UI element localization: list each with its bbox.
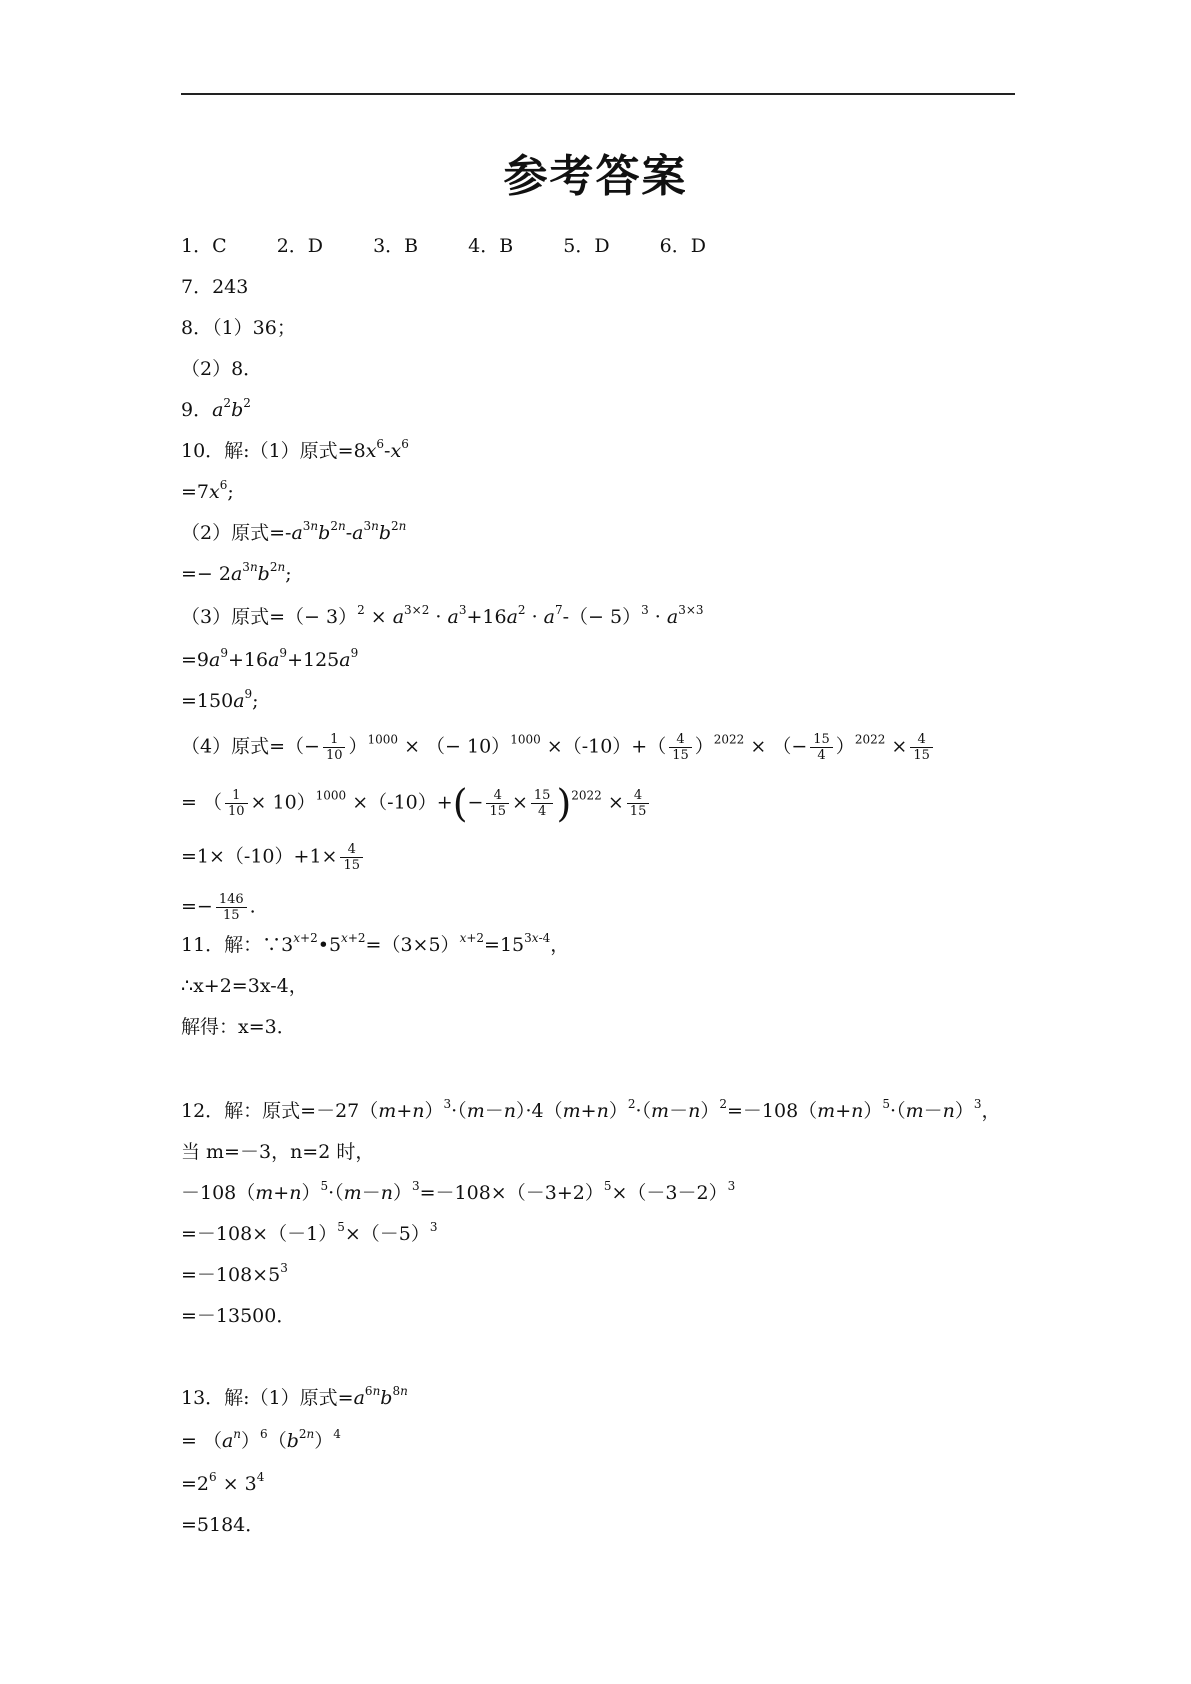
mc-answer-4: 4．B <box>468 235 514 257</box>
q12-line5: $=-108\times 5^3$ <box>181 1261 288 1286</box>
q10-part3: （3）原式=（− $3)^2 \times a^{3\times 2} \cdot a^3+16a^2 \cdot a^7-(- 5)^3 \cdot a^{3\times 3}$ <box>181 603 704 628</box>
q13-line1: 13．解:（1）原式$=a^{6n}b^{8n}$ <box>181 1384 408 1409</box>
q10-part1: 10．解:（1）原式$=8x^6-x^6$ <box>181 437 409 462</box>
q11-line3: 解得：x=3． <box>181 1016 296 1038</box>
q10-part4-step2: = （ $\frac{1}{10}$ × 10）$^{1000}$ ×（-10）+(− $\frac{4}{15}$ × $\frac{15}{4}$ )$^{2022}$ × $\frac{4}{15}$ <box>181 788 652 819</box>
q10-part1-result: $=7x^6$; <box>181 478 234 503</box>
mc-answers-row <box>181 233 750 259</box>
q7-answer: 7．243 <box>181 276 249 298</box>
q13-line2: = $(a^n)^6(b^{2n})^4$ <box>181 1427 341 1452</box>
mc-answer-3: 3．B <box>373 235 419 257</box>
q10-part4: （4）原式=（− $\frac{1}{10}$ ）$^{1000}$ × （− 10）$^{1000}$ ×（-10）+（ $\frac{4}{15}$ ）$^{2022}$ × （− $\frac{15}{4}$ ）$^{2022}$ × $\frac{4}{15}$ <box>181 732 936 763</box>
q12-line4: $=-108\times(-1)^5\times(-5)^3$ <box>181 1220 438 1245</box>
mc-answer-6: 6．D <box>659 235 706 257</box>
q13-line3: $=2^6 \times 3^4$ <box>181 1470 265 1495</box>
page-title: 参考答案 <box>503 151 688 202</box>
q12-result: =－13500． <box>181 1305 296 1327</box>
q9-answer: 9．$a^2b^2$ <box>181 396 251 421</box>
q10-part4-result: =− $\frac{146}{15}$ . <box>181 892 256 923</box>
q10-part3-step: $=9a^9+16a^9+125a^9$ <box>181 646 359 671</box>
q11-line2: ∴x+2=3x-4， <box>181 975 308 997</box>
q8-part1: 8．（1）36； <box>181 317 296 339</box>
q8-part2: （2）8． <box>181 358 263 380</box>
mc-answer-2: 2．D <box>276 235 324 257</box>
q10-part3-result: $=150a^9$; <box>181 687 259 712</box>
q10-part4-step3: =1×（-10）+1× $\frac{4}{15}$ <box>181 842 366 873</box>
q12-line3: $-108(m+n)^5\cdot(m-n)^3=-108\times(-3+2)^5\times(-3-2)^3$ <box>181 1179 736 1204</box>
q11-line1: 11．解：$\because 3^{x+2}•5^{x+2}=(3\times 5)^{x+2}=15^{3x-4}$， <box>181 931 570 956</box>
q10-part2-result: =− $2a^{3n}b^{2n}$; <box>181 560 292 585</box>
mc-answer-1: 1．C <box>181 235 227 257</box>
mc-answer-5: 5．D <box>563 235 610 257</box>
q12-line2: 当 m=－3，n=2 时， <box>181 1141 375 1163</box>
q10-part2: （2）原式$=-a^{3n}b^{2n}-a^{3n}b^{2n}$ <box>181 519 407 544</box>
q12-line1: 12．解：原式$=-27(m+n)^3\cdot(m-n)\cdot 4(m+n)^2\cdot(m-n)^2=-108(m+n)^5\cdot(m-n)^3$， <box>181 1097 1001 1122</box>
header-rule <box>181 93 1015 95</box>
q13-result: =5184． <box>181 1514 265 1536</box>
